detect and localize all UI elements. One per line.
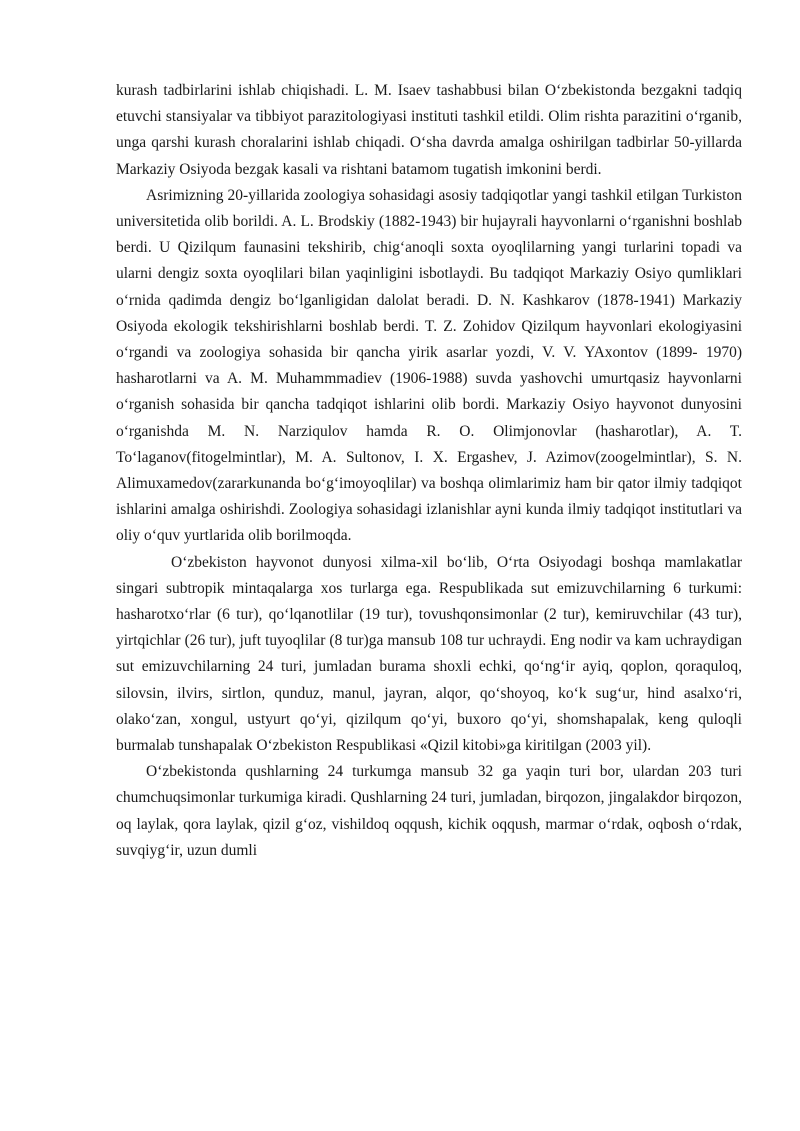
paragraph-malaria-control: kurash tadbirlarini ishlab chiqishadi. L. M. Isaev tashabbusi bilan O‘zbekistonda bezgakni tadqiq etuvchi stansiyalar va tibbiyot parazitologiyasi instituti tashkil etildi. Olim rishta parazitini o‘rganib, unga qarshi kurash choralarini ishlab chiqadi. O‘sha davrda amalga oshirilgan tadbirlar 50-yillarda Markaziy Osiyoda bezgak kasali va rishtani batamom tugatish imkonini berdi. xyxy=(116,82,742,178)
paragraph-zoology-research-1920s: Asrimizning 20-yillarida zoologiya sohasidagi asosiy tadqiqotlar yangi tashkil etilgan Turkiston universitetida olib borildi. A. L. Brodskiy (1882-1943) bir hujayrali hayvonlarni o‘rganishni boshlab berdi. U Qizilqum faunasini tekshirib, chig‘anoqli soxta oyoqlilarning yangi turlarini topadi va ularni dengiz soxta oyoqlilari bilan yaqinligini isbotlaydi. Bu tadqiqot Markaziy Osiyo qumliklari o‘rnida qadimda dengiz bo‘lganligidan dalolat beradi. D. N. Kashkarov (1878-1941) Markaziy Osiyoda ekologik tekshirishlarni boshlab berdi. T. Z. Zohidov Qizilqum hayvonlari ekologiyasini o‘rgandi va zoologiya sohasida bir qancha yirik asarlar yozdi, V. V. YAxontov (1899- 1970) hasharotlarni va A. M. Muhammmadiev (1906-1988) suvda yashovchi umurtqasiz hayvonlarni o‘rganish sohasida bir qancha tadqiqot ishlarini olib bordi. Markaziy Osiyo hayvonot dunyosini o‘rganishda M. N. Narziqulov hamda R. O. Olimjonovlar (hasharotlar), A. T. To‘laganov(fitogelmintlar), M. A. Sultonov, I. X. Ergashev, J. Azimov(zoogelmintlar), S. N. Alimuxamedov(zararkunanda bo‘g‘imoyoqlilar) va boshqa olimlarimiz ham bir qator ilmiy tadqiqot ishlarini amalga oshirishdi. Zoologiya sohasidagi izlanishlar ayni kunda ilmiy tadqiqot institutlari va oliy o‘quv yurtlarida olib borilmoqda. xyxy=(116,186,742,545)
paragraph-uzbekistan-birds: O‘zbekistonda qushlarning 24 turkumga mansub 32 ga yaqin turi bor, ulardan 203 turi chumchuqsimonlar turkumiga kiradi. Qushlarning 24 turi, jumladan, birqozon, jingalakdor birqozon, oq laylak, qora laylak, qizil g‘oz, vishildoq oqqush, kichik oqqush, marmar o‘rdak, oqbosh o‘rdak, suvqiyg‘ir, uzun dumli xyxy=(116,763,742,859)
paragraph-uzbekistan-fauna-mammals: O‘zbekiston hayvonot dunyosi xilma-xil bo‘lib, O‘rta Osiyodagi boshqa mamlakatlar singari subtropik mintaqalarga xos turlarga ega. Respublikada sut emizuvchilarning 6 turkumi: hasharotxo‘rlar (6 tur), qo‘lqanotlilar (19 tur), tovushqonsimonlar (2 tur), kemiruvchilar (43 tur), yirtqichlar (26 tur), juft tuyoqlilar (8 tur)ga mansub 108 tur uchraydi. Eng nodir va kam uchraydigan sut emizuvchilarning 24 turi, jumladan burama shoxli echki, qo‘ng‘ir ayiq, qoplon, qoraquloq, silovsin, ilvirs, sirtlon, qunduz, manul, jayran, alqor, qo‘shoyoq, ko‘k sug‘ur, hind asalxo‘ri, olako‘zan, xongul, ustyurt qo‘yi, qizilqum qo‘yi, buxoro qo‘yi, shomshapalak, keng quloqli burmalab tunshapalak O‘zbekiston Respublikasi «Qizil kitobi»ga kiritilgan (2003 yil). xyxy=(116,553,742,755)
document-page xyxy=(116,78,742,864)
